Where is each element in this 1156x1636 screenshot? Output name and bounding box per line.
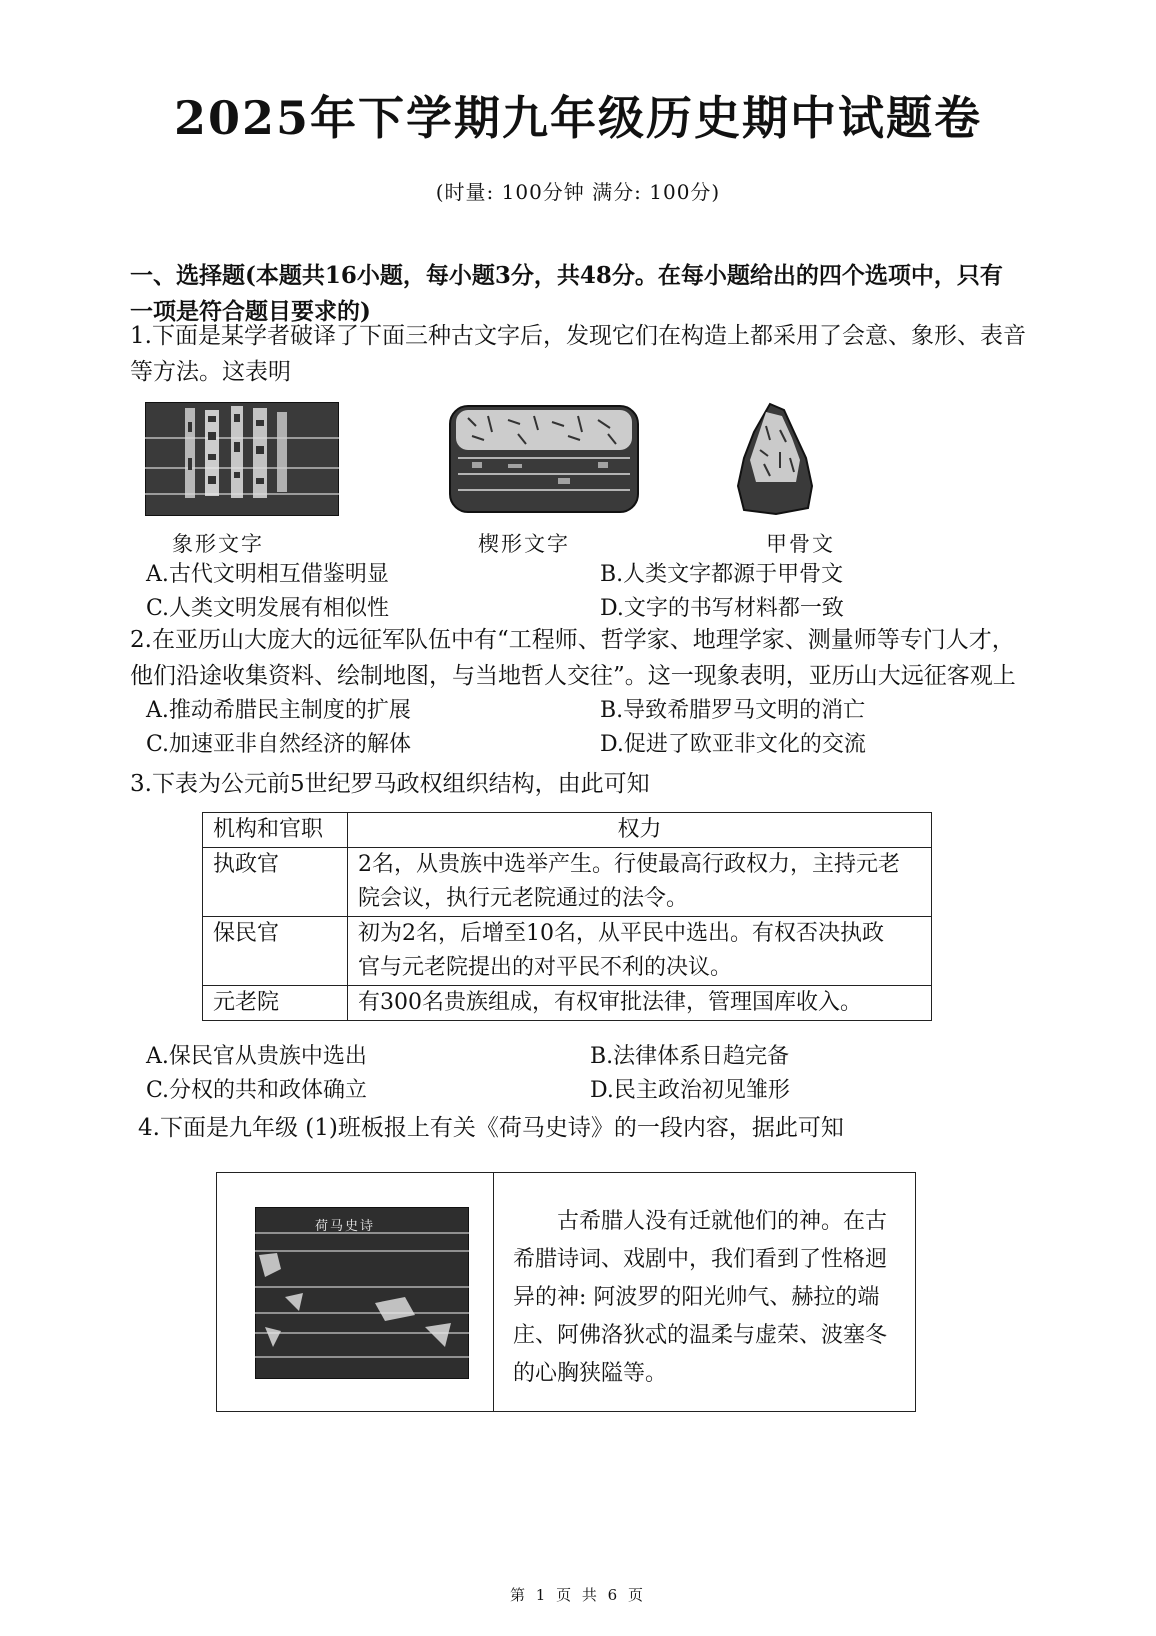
question-1-option-c[interactable]: C.人类文明发展有相似性 bbox=[146, 596, 390, 621]
table-cell-power-line2: 官与元老院提出的对平民不利的决议。 bbox=[358, 955, 733, 980]
homer-text-line: 异的神: 阿波罗的阳光帅气、赫拉的端 bbox=[513, 1285, 880, 1310]
question-3-option-d[interactable]: D.民主政治初见雏形 bbox=[590, 1078, 790, 1103]
section-heading-line2: 一项是符合题目要求的) bbox=[130, 298, 371, 325]
question-3-option-c[interactable]: C.分权的共和政体确立 bbox=[146, 1078, 368, 1103]
hieroglyph-caption: 象形文字 bbox=[172, 532, 264, 556]
question-2-option-a[interactable]: A.推动希腊民主制度的扩展 bbox=[146, 698, 411, 723]
homer-epic-image bbox=[255, 1207, 469, 1379]
table-cell-org: 执政官 bbox=[203, 848, 348, 917]
page-footer: 第 1 页 共 6 页 bbox=[510, 1586, 646, 1604]
table-cell-power bbox=[348, 917, 932, 986]
rome-government-table bbox=[202, 812, 932, 1021]
question-1-option-d[interactable]: D.文字的书写材料都一致 bbox=[600, 596, 844, 621]
table-cell-power bbox=[348, 848, 932, 917]
table-header-row bbox=[203, 813, 932, 848]
table-cell-org: 元老院 bbox=[203, 986, 348, 1021]
oracle-bone-image bbox=[736, 402, 816, 516]
cuneiform-caption: 楔形文字 bbox=[478, 532, 570, 556]
question-2-option-b[interactable]: B.导致希腊罗马文明的消亡 bbox=[600, 698, 866, 723]
homer-image-label: 荷马史诗 bbox=[315, 1219, 376, 1234]
question-2-stem-line2: 他们沿途收集资料、绘制地图，与当地哲人交往”。这一现象表明，亚历山大远征客观上 bbox=[130, 663, 1016, 689]
question-2-stem-line1: 2.在亚历山大庞大的远征军队伍中有“工程师、哲学家、地理学家、测量师等专门人才， bbox=[130, 627, 1015, 653]
table-cell-org: 保民官 bbox=[203, 917, 348, 986]
question-2-stem bbox=[130, 622, 1050, 694]
oracle-bone-caption: 甲骨文 bbox=[766, 532, 835, 556]
question-1-stem-line1: 1.下面是某学者破译了下面三种古文字后，发现它们在构造上都采用了会意、象形、表音 bbox=[130, 323, 1026, 349]
table-cell-power-line1: 初为2名，后增至10名，从平民中选出。有权否决执政 bbox=[358, 921, 884, 946]
exam-title: 2025年下学期九年级历史期中试题卷 bbox=[173, 91, 983, 145]
table-cell-power-line1: 有300名贵族组成，有权审批法律，管理国库收入。 bbox=[358, 990, 862, 1015]
homer-text-line: 古希腊人没有迁就他们的神。在古 bbox=[557, 1209, 888, 1234]
question-4-stem: 4.下面是九年级 (1)班板报上有关《荷马史诗》的一段内容，据此可知 bbox=[138, 1115, 844, 1141]
question-1-option-a[interactable]: A.古代文明相互借鉴明显 bbox=[146, 562, 389, 587]
cuneiform-tablet-image bbox=[448, 402, 640, 516]
table-header-org: 机构和官职 bbox=[203, 813, 348, 848]
table-header-power: 权力 bbox=[348, 813, 932, 848]
question-3-option-a[interactable]: A.保民官从贵族中选出 bbox=[146, 1044, 367, 1069]
question-2-option-c[interactable]: C.加速亚非自然经济的解体 bbox=[146, 732, 412, 757]
homer-board-box bbox=[216, 1172, 916, 1412]
table-row bbox=[203, 986, 932, 1021]
section-heading-line1: 一、选择题(本题共16小题，每小题3分，共48分。在每小题给出的四个选项中，只有 bbox=[130, 262, 1003, 289]
box-divider bbox=[493, 1173, 494, 1411]
table-cell-power bbox=[348, 986, 932, 1021]
question-1-stem-line2: 等方法。这表明 bbox=[130, 359, 291, 385]
table-row bbox=[203, 917, 932, 986]
table-row bbox=[203, 848, 932, 917]
homer-text bbox=[513, 1203, 903, 1393]
table-cell-power-line1: 2名，从贵族中选举产生。行使最高行政权力，主持元老 bbox=[358, 852, 900, 877]
question-3-stem: 3.下表为公元前5世纪罗马政权组织结构，由此可知 bbox=[130, 771, 650, 797]
table-cell-power-line2: 院会议，执行元老院通过的法令。 bbox=[358, 886, 689, 911]
question-1-stem bbox=[130, 318, 1050, 390]
question-2-option-d[interactable]: D.促进了欧亚非文化的交流 bbox=[600, 732, 866, 757]
homer-text-line: 庄、阿佛洛狄忒的温柔与虚荣、波塞冬 bbox=[513, 1323, 888, 1348]
question-1-option-b[interactable]: B.人类文字都源于甲骨文 bbox=[600, 562, 844, 587]
hieroglyph-image bbox=[145, 402, 339, 516]
homer-text-line: 的心胸狭隘等。 bbox=[513, 1361, 668, 1386]
exam-subtitle: (时量: 100分钟 满分: 100分) bbox=[435, 180, 721, 204]
question-3-option-b[interactable]: B.法律体系日趋完备 bbox=[590, 1044, 790, 1069]
homer-text-line: 希腊诗词、戏剧中，我们看到了性格迥 bbox=[513, 1247, 888, 1272]
